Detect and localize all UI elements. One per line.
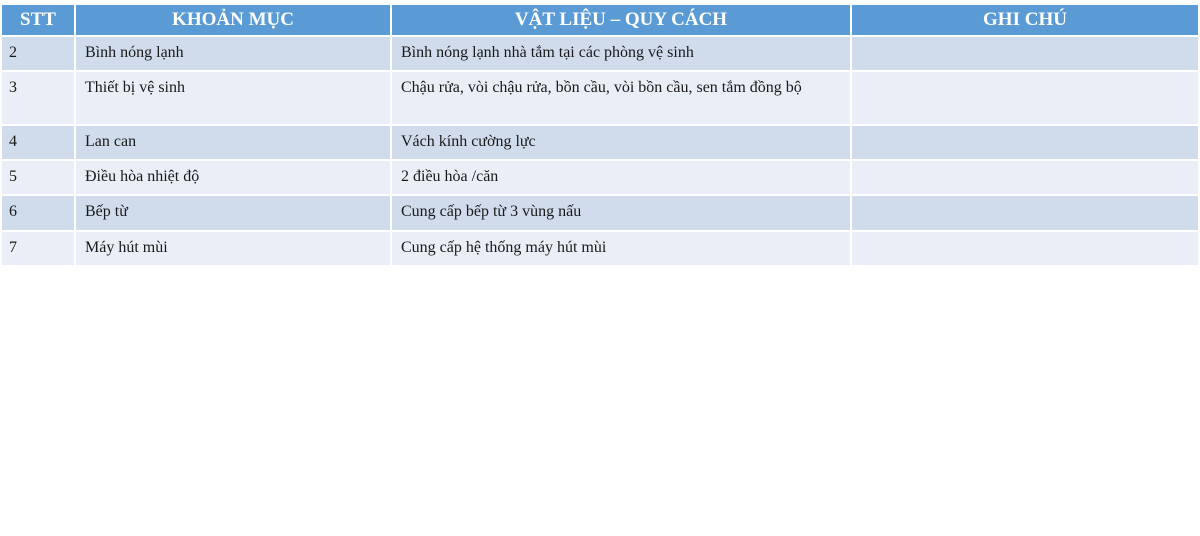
table-row xyxy=(1,195,1199,231)
table-header-row xyxy=(1,4,1199,36)
cell-item: Điều hòa nhiệt độ xyxy=(75,160,391,195)
cell-item: Lan can xyxy=(75,125,391,160)
header-note: GHI CHÚ xyxy=(851,4,1199,36)
header-stt: STT xyxy=(1,4,75,36)
cell-note xyxy=(851,160,1199,195)
table-row xyxy=(1,160,1199,195)
table-row xyxy=(1,71,1199,125)
cell-spec: Chậu rửa, vòi chậu rửa, bồn cầu, vòi bồn cầu, sen tắm đồng bộ xyxy=(391,71,851,125)
cell-spec: Vách kính cường lực xyxy=(391,125,851,160)
cell-stt: 2 xyxy=(1,36,75,71)
specification-table xyxy=(0,3,1200,267)
cell-item: Máy hút mùi xyxy=(75,231,391,266)
header-spec: VẬT LIỆU – QUY CÁCH xyxy=(391,4,851,36)
cell-stt: 7 xyxy=(1,231,75,266)
cell-stt: 5 xyxy=(1,160,75,195)
cell-stt: 3 xyxy=(1,71,75,125)
cell-spec: 2 điều hòa /căn xyxy=(391,160,851,195)
cell-stt: 4 xyxy=(1,125,75,160)
cell-stt: 6 xyxy=(1,195,75,231)
header-item: KHOẢN MỤC xyxy=(75,4,391,36)
cell-item: Bình nóng lạnh xyxy=(75,36,391,71)
table-row xyxy=(1,231,1199,266)
cell-spec: Cung cấp hệ thống máy hút mùi xyxy=(391,231,851,266)
cell-note xyxy=(851,125,1199,160)
table-row xyxy=(1,36,1199,71)
cell-spec: Bình nóng lạnh nhà tắm tại các phòng vệ sinh xyxy=(391,36,851,71)
cell-note xyxy=(851,231,1199,266)
cell-note xyxy=(851,195,1199,231)
cell-item: Bếp từ xyxy=(75,195,391,231)
cell-spec: Cung cấp bếp từ 3 vùng nấu xyxy=(391,195,851,231)
cell-item: Thiết bị vệ sinh xyxy=(75,71,391,125)
cell-note xyxy=(851,71,1199,125)
table-row xyxy=(1,125,1199,160)
cell-note xyxy=(851,36,1199,71)
